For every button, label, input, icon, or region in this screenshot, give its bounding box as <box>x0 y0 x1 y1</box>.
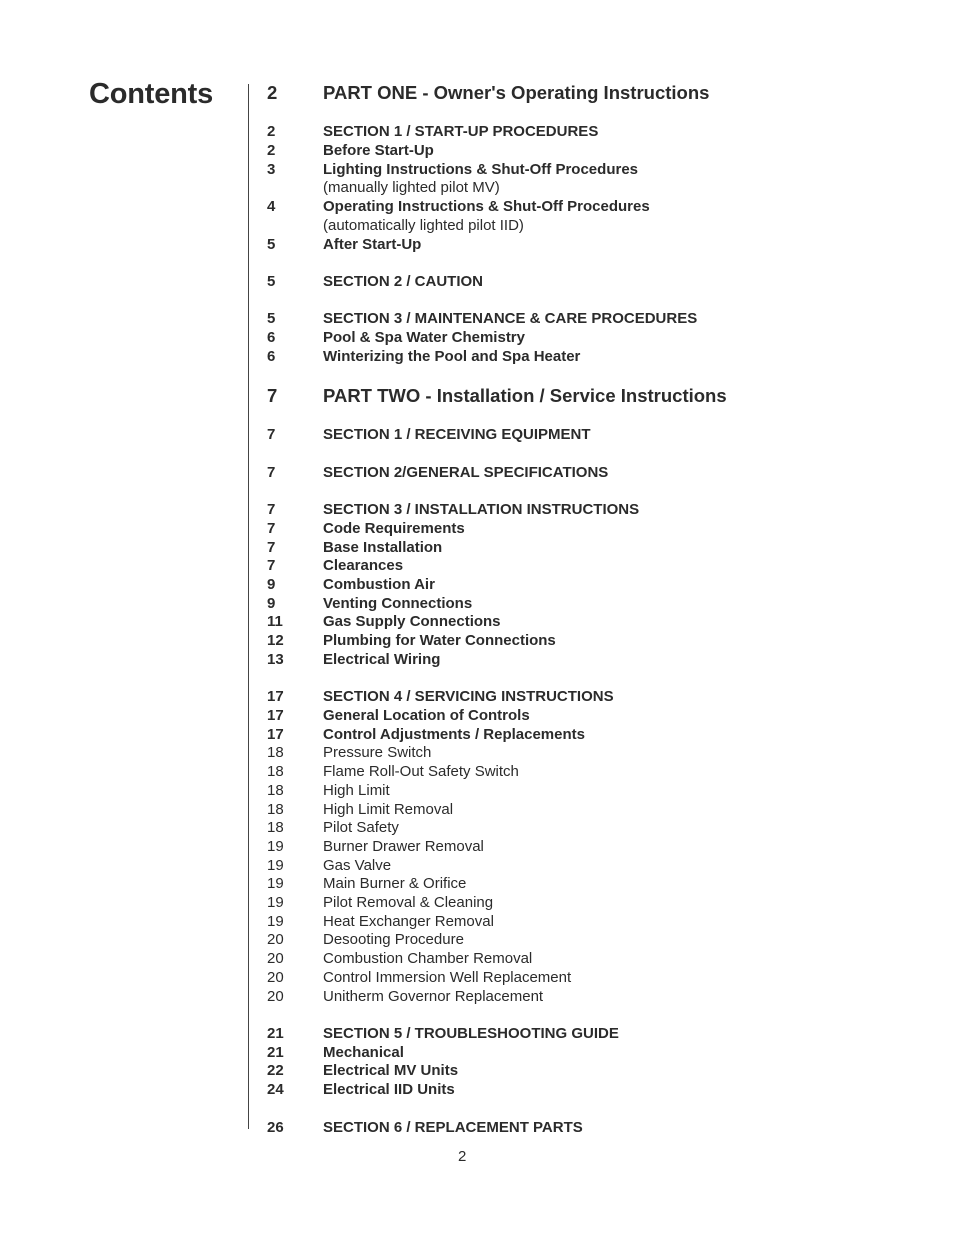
toc-page-number: 18 <box>267 744 284 761</box>
toc-entry <box>0 217 954 237</box>
toc-entry <box>0 179 954 199</box>
toc-page-number: 18 <box>267 782 284 799</box>
toc-entry <box>0 123 954 143</box>
toc-page-number: 19 <box>267 857 284 874</box>
toc-page-number: 19 <box>267 875 284 892</box>
toc-entry-text: Base Installation <box>323 539 443 556</box>
toc-entry-text: High Limit Removal <box>323 801 454 818</box>
toc-entry-text: SECTION 2 / CAUTION <box>323 273 484 290</box>
toc-entry <box>0 988 954 1008</box>
toc-entry <box>0 310 954 330</box>
toc-page-number: 9 <box>267 595 276 612</box>
toc-entry-text: Mechanical <box>323 1044 404 1061</box>
toc-entry <box>0 707 954 727</box>
toc-entry-text: Pressure Switch <box>323 744 432 761</box>
toc-entry <box>0 464 954 484</box>
toc-page-number: 7 <box>267 501 276 518</box>
toc-entry-text: Code Requirements <box>323 520 465 537</box>
toc-entry <box>0 385 954 405</box>
toc-page-number: 20 <box>267 950 284 967</box>
toc-entry <box>0 894 954 914</box>
toc-page-number: 22 <box>267 1062 284 1079</box>
toc-entry-text: SECTION 6 / REPLACEMENT PARTS <box>323 1119 583 1136</box>
toc-entry-text: Electrical Wiring <box>323 651 441 668</box>
toc-entry <box>0 501 954 521</box>
toc-entry <box>0 576 954 596</box>
toc-entry <box>0 857 954 877</box>
toc-entry <box>0 819 954 839</box>
toc-entry-text: Burner Drawer Removal <box>323 838 484 855</box>
toc-entry <box>0 838 954 858</box>
toc-page-number: 9 <box>267 576 276 593</box>
toc-page-number: 18 <box>267 763 284 780</box>
toc-entry-text: Main Burner & Orifice <box>323 875 467 892</box>
toc-entry-text: Gas Valve <box>323 857 392 874</box>
toc-entry-text: SECTION 3 / INSTALLATION INSTRUCTIONS <box>323 501 640 518</box>
toc-entry-text: Gas Supply Connections <box>323 613 501 630</box>
toc-page-number: 20 <box>267 969 284 986</box>
toc-entry <box>0 875 954 895</box>
toc-entry-text: PART TWO - Installation / Service Instructions <box>323 385 727 406</box>
toc-page-number: 7 <box>267 385 278 406</box>
toc-entry-text: Pilot Removal & Cleaning <box>323 894 494 911</box>
toc-entry-text: SECTION 1 / RECEIVING EQUIPMENT <box>323 426 591 443</box>
toc-entry <box>0 539 954 559</box>
toc-entry-text: Electrical MV Units <box>323 1062 459 1079</box>
toc-entry-text: SECTION 1 / START-UP PROCEDURES <box>323 123 599 140</box>
toc-entry <box>0 950 954 970</box>
toc-entry-text: Before Start-Up <box>323 142 434 159</box>
toc-entry <box>0 426 954 446</box>
toc-entry-text: Control Adjustments / Replacements <box>323 726 585 743</box>
toc-entry-text: Unitherm Governor Replacement <box>323 988 544 1005</box>
toc-page-number: 5 <box>267 236 276 253</box>
toc-page-number: 7 <box>267 520 276 537</box>
toc-page-number: 20 <box>267 988 284 1005</box>
toc-entry <box>0 913 954 933</box>
page-number: 2 <box>458 1148 467 1165</box>
toc-page-number: 7 <box>267 539 276 556</box>
toc-page-number: 19 <box>267 894 284 911</box>
toc-entry-text: Clearances <box>323 557 404 574</box>
toc-entry <box>0 744 954 764</box>
toc-entry <box>0 632 954 652</box>
toc-entry-text: Operating Instructions & Shut-Off Procedures <box>323 198 650 215</box>
toc-entry-text: High Limit <box>323 782 390 799</box>
toc-entry-text: SECTION 3 / MAINTENANCE & CARE PROCEDURES <box>323 310 698 327</box>
toc-entry <box>0 142 954 162</box>
toc-page-number: 13 <box>267 651 284 668</box>
toc-page-number: 7 <box>267 426 276 443</box>
toc-entry <box>0 931 954 951</box>
toc-entry <box>0 1119 954 1139</box>
toc-entry <box>0 782 954 802</box>
toc-entry <box>0 236 954 256</box>
toc-page-number: 21 <box>267 1025 284 1042</box>
toc-entry <box>0 969 954 989</box>
toc-page-number: 19 <box>267 838 284 855</box>
toc-entry <box>0 82 954 102</box>
toc-page-number: 21 <box>267 1044 284 1061</box>
toc-entry <box>0 595 954 615</box>
toc-page-number: 3 <box>267 161 276 178</box>
toc-page-number: 7 <box>267 557 276 574</box>
toc-entry <box>0 801 954 821</box>
toc-entry-text: (automatically lighted pilot IID) <box>323 217 524 234</box>
toc-page-number: 4 <box>267 198 276 215</box>
toc-page-number: 24 <box>267 1081 284 1098</box>
toc-page-number: 11 <box>267 613 283 630</box>
toc-entry <box>0 1025 954 1045</box>
toc-entry-text: General Location of Controls <box>323 707 530 724</box>
toc-entry-text: Combustion Chamber Removal <box>323 950 533 967</box>
toc-page-number: 2 <box>267 82 278 103</box>
toc-entry <box>0 273 954 293</box>
toc-page-number: 12 <box>267 632 284 649</box>
toc-entry <box>0 613 954 633</box>
toc-entry <box>0 557 954 577</box>
toc-page-number: 17 <box>267 707 284 724</box>
toc-page-number: 5 <box>267 310 276 327</box>
toc-entry-text: Combustion Air <box>323 576 435 593</box>
toc-entry-text: Lighting Instructions & Shut-Off Procedures <box>323 161 638 178</box>
toc-entry <box>0 329 954 349</box>
toc-entry <box>0 651 954 671</box>
toc-entry <box>0 161 954 181</box>
toc-page-number: 26 <box>267 1119 284 1136</box>
toc-page-number: 19 <box>267 913 284 930</box>
toc-entry <box>0 348 954 368</box>
toc-entry-text: Heat Exchanger Removal <box>323 913 494 930</box>
toc-entry-text: (manually lighted pilot MV) <box>323 179 500 196</box>
toc-entry-text: Electrical IID Units <box>323 1081 455 1098</box>
toc-entry-text: Venting Connections <box>323 595 473 612</box>
toc-entry <box>0 198 954 218</box>
toc-entry <box>0 1081 954 1101</box>
toc-entry <box>0 520 954 540</box>
toc-entry-text: Pilot Safety <box>323 819 399 836</box>
toc-entry-text: Pool & Spa Water Chemistry <box>323 329 525 346</box>
toc-page-number: 17 <box>267 726 284 743</box>
toc-page-number: 2 <box>267 142 276 159</box>
toc-page-number: 5 <box>267 273 276 290</box>
toc-entry-text: Plumbing for Water Connections <box>323 632 556 649</box>
toc-page-number: 6 <box>267 329 276 346</box>
toc-entry <box>0 1044 954 1064</box>
toc-entry-text: Winterizing the Pool and Spa Heater <box>323 348 581 365</box>
toc-page-number: 18 <box>267 819 284 836</box>
page-title: Contents <box>89 78 214 110</box>
toc-page-number: 2 <box>267 123 276 140</box>
toc-entry-text: Desooting Procedure <box>323 931 464 948</box>
toc-entry-text: PART ONE - Owner's Operating Instructions <box>323 82 710 103</box>
toc-entry <box>0 763 954 783</box>
toc-entry <box>0 688 954 708</box>
toc-entry <box>0 1062 954 1082</box>
toc-entry-text: SECTION 5 / TROUBLESHOOTING GUIDE <box>323 1025 619 1042</box>
toc-entry-text: SECTION 4 / SERVICING INSTRUCTIONS <box>323 688 614 705</box>
toc-entry <box>0 726 954 746</box>
toc-page-number: 20 <box>267 931 284 948</box>
toc-page-number: 18 <box>267 801 284 818</box>
toc-entry-text: SECTION 2/GENERAL SPECIFICATIONS <box>323 464 609 481</box>
toc-page-number: 17 <box>267 688 284 705</box>
toc-entry-text: Control Immersion Well Replacement <box>323 969 572 986</box>
toc-page-number: 6 <box>267 348 276 365</box>
toc-entry-text: Flame Roll-Out Safety Switch <box>323 763 519 780</box>
toc-page-number: 7 <box>267 464 276 481</box>
toc-entry-text: After Start-Up <box>323 236 422 253</box>
